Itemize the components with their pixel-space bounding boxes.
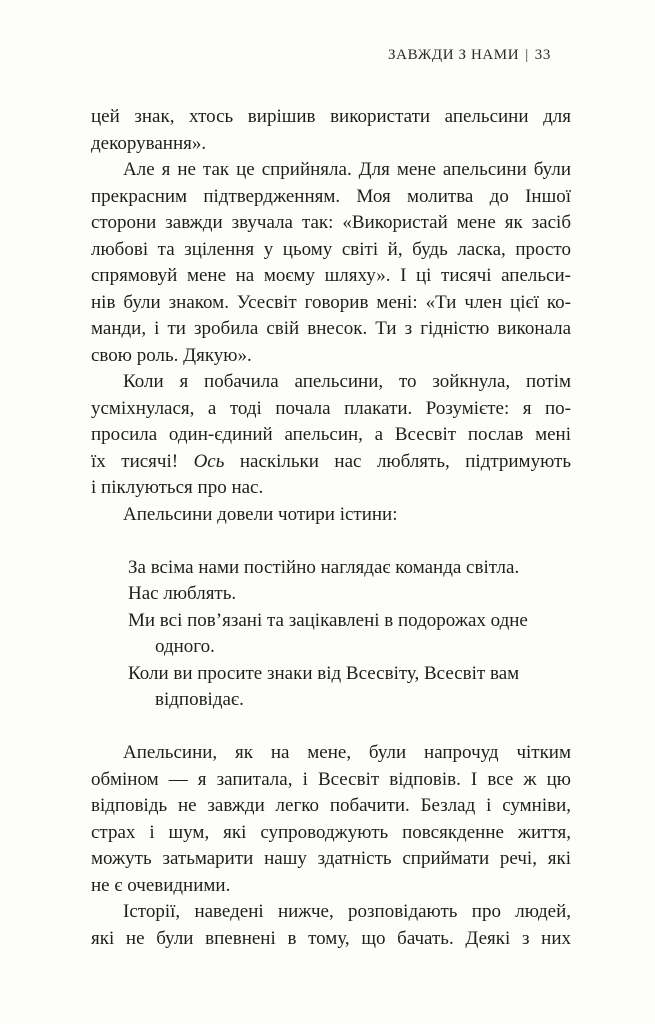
text-line	[91, 369, 571, 396]
text-span: їх тисячі!	[91, 450, 194, 472]
italic-text: Ось	[193, 450, 225, 472]
text-span: Історії, наведені нижче, розповідають про людей,	[123, 901, 571, 922]
text-span: сторони завжди звучала так: «Використай мене як засіб	[91, 212, 571, 233]
text-line	[91, 104, 571, 131]
text-span: які не були впевнені в тому, що бачать. Деякі з них	[91, 927, 571, 949]
text-line	[91, 608, 571, 635]
text-span: Ми всі пов’язані та зацікавлені в подорожах одне	[128, 609, 528, 631]
text-span: не є очевидними.	[91, 874, 231, 896]
text-span: Коли я побачила апельсини, то зойкнула, потім	[123, 371, 571, 392]
text-line	[91, 475, 571, 502]
text-span: наскільки нас люблять, підтримують	[224, 450, 571, 472]
text-line	[91, 396, 571, 423]
text-span: прекрасним підтвердженням. Моя молитва до Іншої	[91, 185, 571, 207]
chapter-title: ЗАВЖДИ З НАМИ	[388, 47, 520, 63]
text-line	[91, 581, 571, 608]
text-span: свою роль. Дякую».	[91, 344, 252, 366]
text-line	[91, 767, 571, 794]
body-text	[91, 104, 571, 952]
text-span: одного.	[155, 636, 215, 657]
text-line	[91, 873, 571, 900]
text-line	[91, 449, 571, 476]
text-span: спрямовуй мене на моєму шляху». І ці тисячі апельси-	[91, 265, 571, 286]
text-line	[91, 926, 571, 953]
text-line	[91, 820, 571, 847]
text-line	[91, 793, 571, 820]
text-line	[91, 316, 571, 343]
text-line	[91, 237, 571, 264]
text-span: відповідь не завжди легко побачити. Безлад і сумніви,	[91, 795, 571, 816]
text-span: декорування».	[91, 132, 207, 154]
running-header	[388, 47, 551, 64]
text-line	[91, 263, 571, 290]
text-line	[91, 184, 571, 211]
text-line	[91, 131, 571, 158]
text-line	[91, 740, 571, 767]
text-span: просила один-єдиний апельсин, а Всесвіт послав мені	[91, 424, 571, 445]
text-span: Але я не так це сприйняла. Для мене апельсини були	[123, 159, 571, 180]
text-line	[91, 502, 571, 529]
text-line	[91, 687, 571, 714]
text-line	[91, 846, 571, 873]
text-span: Апельсини довели чотири істини:	[123, 503, 398, 525]
text-span: За всіма нами постійно наглядає команда світла.	[128, 556, 520, 578]
page-number: 33	[534, 47, 551, 63]
text-span: відповідає.	[155, 689, 244, 710]
text-line	[91, 899, 571, 926]
text-span: любові та зцілення у цьому світі й, будь ласка, просто	[91, 238, 571, 260]
text-span: Апельсини, як на мене, були напрочуд чітким	[123, 742, 571, 763]
text-span: манди, і ти зробила свій внесок. Ти з гідністю виконала	[91, 318, 571, 339]
blank-line	[91, 714, 571, 741]
text-line	[91, 290, 571, 317]
text-line	[91, 422, 571, 449]
text-span: і піклуються про нас.	[91, 477, 264, 498]
text-line	[91, 634, 571, 661]
text-span: Нас люблять.	[128, 583, 237, 604]
text-line	[91, 343, 571, 370]
text-span: можуть затьмарити нашу здатність сприймати речі, які	[91, 848, 571, 869]
text-span: страх і шум, які супроводжують повсякденне життя,	[91, 821, 571, 843]
text-line	[91, 661, 571, 688]
header-separator: |	[525, 47, 529, 63]
blank-line	[91, 528, 571, 555]
text-line	[91, 157, 571, 184]
text-line	[91, 555, 571, 582]
text-span: нів були знаком. Усесвіт говорив мені: «Ти член цієї ко-	[91, 291, 571, 313]
text-line	[91, 210, 571, 237]
text-span: усміхнулася, а тоді почала плакати. Розумієте: я по-	[91, 397, 571, 419]
text-span: обміном — я запитала, і Всесвіт відповів. І все ж цю	[91, 768, 571, 790]
text-span: Коли ви просите знаки від Всесвіту, Всесвіт вам	[128, 662, 520, 684]
text-span: цей знак, хтось вирішив використати апельсини для	[91, 106, 571, 127]
